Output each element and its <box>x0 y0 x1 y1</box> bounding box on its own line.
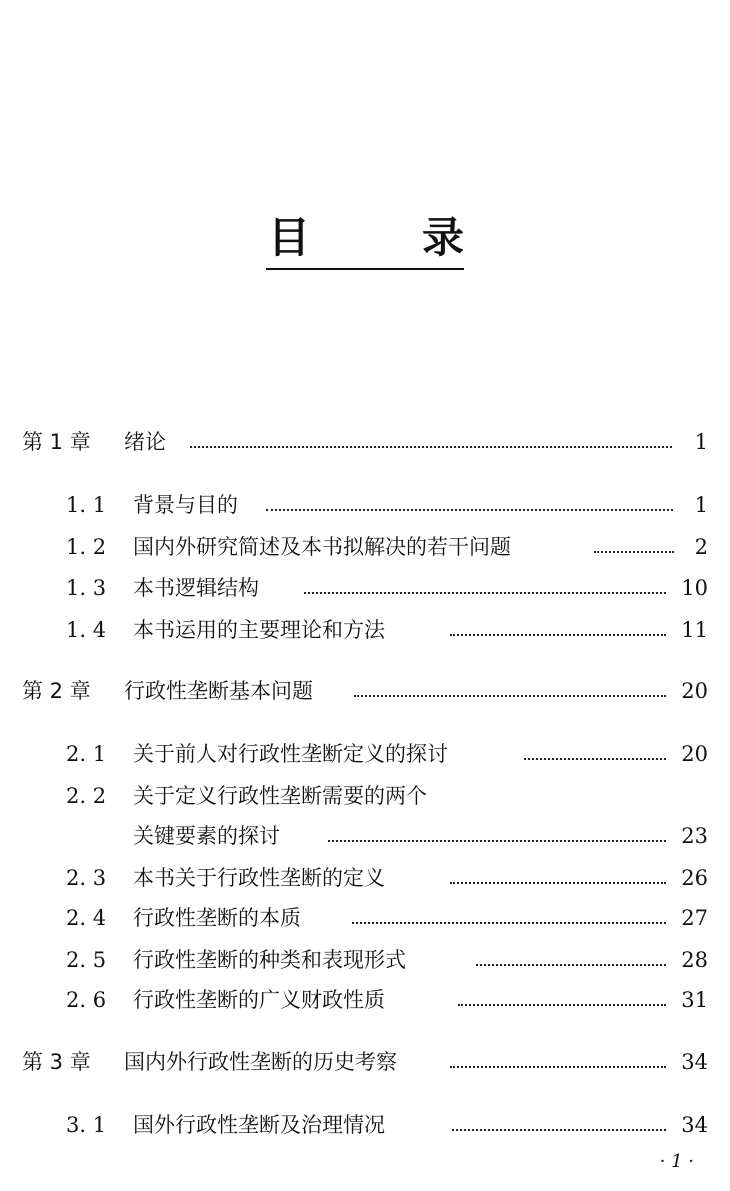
section-title: 行政性垄断的本质 <box>133 906 301 930</box>
toc-section[interactable] <box>0 860 730 896</box>
toc-section[interactable] <box>0 570 730 606</box>
page-number: 27 <box>681 906 708 930</box>
section-title: 背景与目的 <box>133 493 238 517</box>
section-title: 本书关于行政性垄断的定义 <box>133 866 385 890</box>
page-number: 1 <box>694 493 708 517</box>
section-title: 行政性垄断的种类和表现形式 <box>133 948 406 972</box>
page-number: 20 <box>681 742 708 766</box>
toc-chapter-2[interactable] <box>0 673 730 709</box>
chapter-title: 行政性垄断基本问题 <box>124 679 313 703</box>
chapter-title: 国内外行政性垄断的历史考察 <box>124 1050 397 1074</box>
section-title: 关于定义行政性垄断需要的两个 <box>133 784 427 808</box>
section-number: 2. 6 <box>66 988 107 1012</box>
page-number: 20 <box>681 679 708 703</box>
page-number: 23 <box>681 824 708 848</box>
section-number: 2. 5 <box>66 948 107 972</box>
toc-section[interactable] <box>0 487 730 523</box>
toc-section[interactable] <box>0 778 730 814</box>
section-title: 关于前人对行政性垄断定义的探讨 <box>133 742 448 766</box>
toc-chapter-3[interactable] <box>0 1044 730 1080</box>
dot-leader <box>352 922 666 924</box>
page-number: 28 <box>681 948 708 972</box>
page-number: 26 <box>681 866 708 890</box>
page-number: 34 <box>681 1113 708 1137</box>
dot-leader <box>304 592 666 594</box>
page-number: 10 <box>681 576 708 600</box>
chapter-label: 第 3 章 <box>22 1050 91 1074</box>
section-number: 3. 1 <box>66 1113 107 1137</box>
page-number: 2 <box>694 535 708 559</box>
dot-leader <box>266 509 673 511</box>
toc-section[interactable] <box>0 1107 730 1143</box>
section-number: 2. 4 <box>66 906 107 930</box>
section-title: 本书逻辑结构 <box>133 576 259 600</box>
chapter-label: 第 2 章 <box>22 679 91 703</box>
section-number: 2. 3 <box>66 866 107 890</box>
section-number: 1. 3 <box>66 576 107 600</box>
toc-section[interactable] <box>0 900 730 936</box>
dot-leader <box>594 551 674 553</box>
dot-leader <box>524 758 666 760</box>
section-number: 2. 2 <box>66 784 107 808</box>
toc-section[interactable] <box>0 529 730 565</box>
dot-leader <box>328 840 666 842</box>
dot-leader <box>450 882 666 884</box>
section-number: 1. 2 <box>66 535 107 559</box>
section-title: 国外行政性垄断及治理情况 <box>133 1113 385 1137</box>
toc-section-continued[interactable] <box>0 818 730 854</box>
section-number: 1. 1 <box>66 493 107 517</box>
section-title-continued: 关键要素的探讨 <box>133 824 280 848</box>
dot-leader <box>452 1129 666 1131</box>
dot-leader <box>450 634 666 636</box>
toc-section[interactable] <box>0 982 730 1018</box>
section-number: 2. 1 <box>66 742 107 766</box>
toc-heading-char-2: 录 <box>421 213 464 262</box>
dot-leader <box>354 695 666 697</box>
toc-section[interactable] <box>0 736 730 772</box>
chapter-label: 第 1 章 <box>22 430 91 454</box>
toc-section[interactable] <box>0 942 730 978</box>
section-number: 1. 4 <box>66 618 107 642</box>
chapter-title: 绪论 <box>124 430 166 454</box>
dot-leader <box>476 964 666 966</box>
toc-heading <box>266 210 464 270</box>
page-number: 11 <box>681 618 708 642</box>
toc-heading-char-1: 目 <box>268 213 311 262</box>
dot-leader <box>190 446 672 448</box>
dot-leader <box>458 1004 666 1006</box>
dot-leader <box>450 1066 666 1068</box>
page-number: 1 <box>694 430 708 454</box>
page-folio: · 1 · <box>659 1151 694 1172</box>
page-number: 31 <box>681 988 708 1012</box>
toc-chapter-1[interactable] <box>0 424 730 460</box>
section-title: 行政性垄断的广义财政性质 <box>133 988 385 1012</box>
toc-section[interactable] <box>0 612 730 648</box>
section-title: 本书运用的主要理论和方法 <box>133 618 385 642</box>
page-number: 34 <box>681 1050 708 1074</box>
section-title: 国内外研究简述及本书拟解决的若干问题 <box>133 535 511 559</box>
